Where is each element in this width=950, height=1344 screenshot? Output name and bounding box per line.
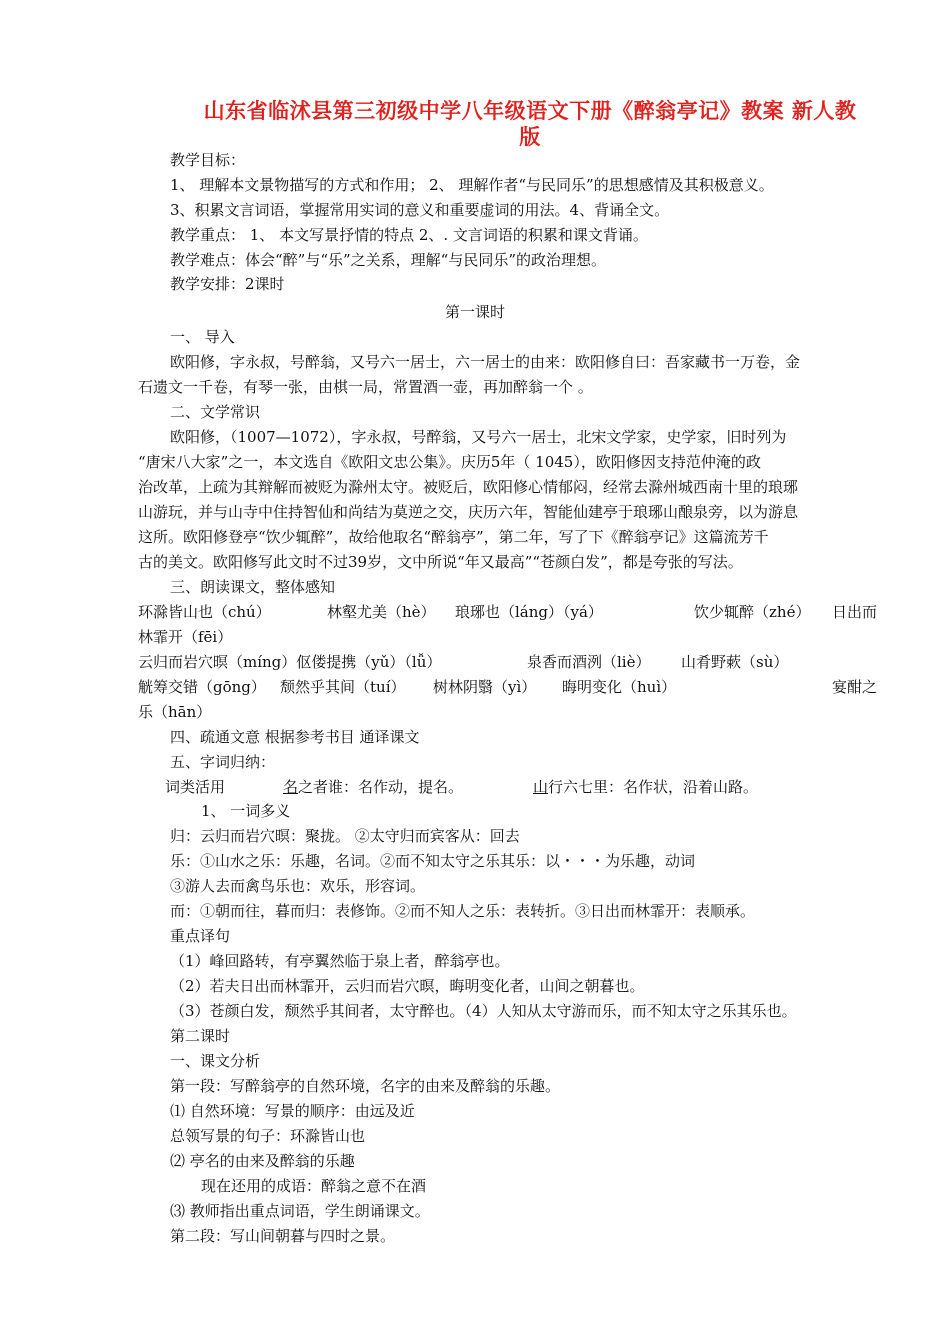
teaching-key-points: 教学重点： 1、 本文写景抒情的特点 2、. 文言词语的积累和课文背诵。 [170,226,648,244]
section-translation-heading: 四、疏通文意 根据参考书目 通译课文 [170,728,420,746]
pronunciation-item: 环滁皆山也（chú） [138,603,271,621]
document-title [170,98,890,150]
literature-line-1: 欧阳修，（1007—1072），字永叔，号醉翁，又号六一居士，北宋文学家，史学家，旧时列为 [170,428,787,446]
example-text: 行六七里：名作状，沿着山路。 [548,778,759,796]
word-class-shift-label: 词类活用 [165,778,226,796]
pronunciation-item: 乐（hān） [138,703,212,721]
lesson-two-heading: 第二课时 [170,1027,231,1045]
polysemy-heading: 1、 一词多义 [201,802,291,820]
key-sentence-1: （1）峰回路转，有亭翼然临于泉上者，醉翁亭也。 [170,952,510,970]
underlined-word: 名 [283,778,299,796]
literature-line-2: “唐宋八大家”之一，本文选自《欧阳文忠公集》。庆历5年（ 1045），欧阳修因支持范仲淹的政 [138,453,761,471]
intro-paragraph-line-2: 石遗文一千卷，有琴一张，由棋一局，常置酒一壶，再加醉翁一个 。 [138,378,593,396]
title-line-2: 版 [519,125,541,149]
analysis-leading-sentence: 总领写景的句子：环滁皆山也 [170,1127,366,1145]
polysemy-gui: 归：云归而岩穴暝：聚拢。 ②太守归而宾客从：回去 [170,827,520,845]
teaching-objectives-heading: 教学目标： [170,151,246,169]
underlined-word: 山 [533,778,549,796]
teaching-schedule: 教学安排：2课时 [170,275,285,293]
key-sentence-3-4: （3）苍颜白发，颓然乎其间者，太守醉也。（4）人知从太守游而乐，而不知太守之乐其乐也。 [170,1002,797,1020]
word-class-example-2 [533,777,758,797]
objectives-line-1: 1、 理解本文景物描写的方式和作用； 2、 理解作者“与民同乐”的思想感情及其积极意义。 [170,176,774,194]
word-class-example-1 [283,777,463,797]
section-intro-heading: 一、 导入 [170,328,235,346]
pronunciation-item: 觥筹交错（gōng） [138,678,266,696]
paragraph-one-summary: 第一段：写醉翁亭的自然环境，名字的由来及醉翁的乐趣。 [170,1077,561,1095]
pronunciation-item: 晦明变化（huì） [562,678,677,696]
pronunciation-item: 宴酣之 [832,678,878,696]
polysemy-le-1: 乐：①山水之乐：乐趣，名词。②而不知太守之乐其乐：以・・・为乐趣，动词 [170,852,696,870]
pronunciation-item: 泉香而酒洌（liè） [527,653,651,671]
text-analysis-heading: 一、课文分析 [170,1052,261,1070]
pronunciation-item: 林霏开（fēi） [138,628,233,646]
pronunciation-item: 琅琊也（láng）（yá） [455,603,603,621]
polysemy-er: 而：①朝而往，暮而归：表修饰。②而不知人之乐：表转折。③日出而林霏开：表顺承。 [170,902,756,920]
objectives-line-2: 3、积累文言词语，掌握常用实词的意义和重要虚词的用法。4、背诵全文。 [170,201,670,219]
polysemy-le-2: ③游人去而禽鸟乐也：欢乐，形容词。 [170,877,426,895]
analysis-point-2: ⑵ 亭名的由来及醉翁的乐趣 [170,1152,355,1170]
key-sentence-2: （2）若夫日出而林霏开，云归而岩穴暝，晦明变化者，山间之朝暮也。 [170,977,645,995]
analysis-point-1: ⑴ 自然环境：写景的顺序：由远及近 [170,1102,415,1120]
analysis-idiom: 现在还用的成语：醉翁之意不在酒 [201,1177,427,1195]
pronunciation-item: 云归而岩穴暝（míng）伛偻提携（yǔ）（lǚ） [138,653,442,671]
pronunciation-item: 树林阴翳（yì） [433,678,537,696]
teaching-difficulties: 教学难点：体会“醉”与“乐”之关系，理解“与民同乐”的政治理想。 [170,251,607,269]
pronunciation-item: 林壑尤美（hè） [327,603,436,621]
literature-line-5: 这所。欧阳修登亭“饮少辄醉”，故给他取名“醉翁亭”，第二年，写了下《醉翁亭记》这篇流芳千 [138,528,769,546]
lesson-one-heading: 第一课时 [444,303,505,321]
title-line-1: 山东省临沭县第三初级中学八年级语文下册《醉翁亭记》教案 新人教 [203,99,857,123]
literature-line-3: 治改革，上疏为其辩解而被贬为滁州太守。被贬后，欧阳修心情郁闷，经常去滁州城西南十里的琅琊 [138,478,799,496]
example-text: 之者谁：名作动，提名。 [298,778,464,796]
pronunciation-item: 山肴野蔌（sù） [681,653,789,671]
section-reading-heading: 三、朗读课文，整体感知 [170,578,336,596]
literature-line-4: 山游玩，并与山寺中住持智仙和尚结为莫逆之交，庆历六年，智能仙建亭于琅琊山酿泉旁，以为游息 [138,503,799,521]
paragraph-two-summary: 第二段：写山间朝暮与四时之景。 [170,1227,396,1245]
intro-paragraph-line-1: 欧阳修，字永叔，号醉翁，又号六一居士，六一居士的由来：欧阳修自曰：吾家藏书一万卷，金 [170,353,801,371]
pronunciation-item: 颓然乎其间（tuí） [280,678,406,696]
analysis-point-3: ⑶ 教师指出重点词语，学生朗诵课文。 [170,1202,430,1220]
pronunciation-item: 饮少辄醉（zhé） [694,603,811,621]
section-vocabulary-heading: 五、字词归纳： [170,753,276,771]
pronunciation-item: 日出而 [832,603,878,621]
section-literature-heading: 二、文学常识 [170,403,261,421]
key-sentences-heading: 重点译句 [170,927,231,945]
literature-line-6: 古的美文。欧阳修写此文时不过39岁，文中所说“年又最高”“苍颜白发”，都是夸张的写法。 [138,553,743,571]
